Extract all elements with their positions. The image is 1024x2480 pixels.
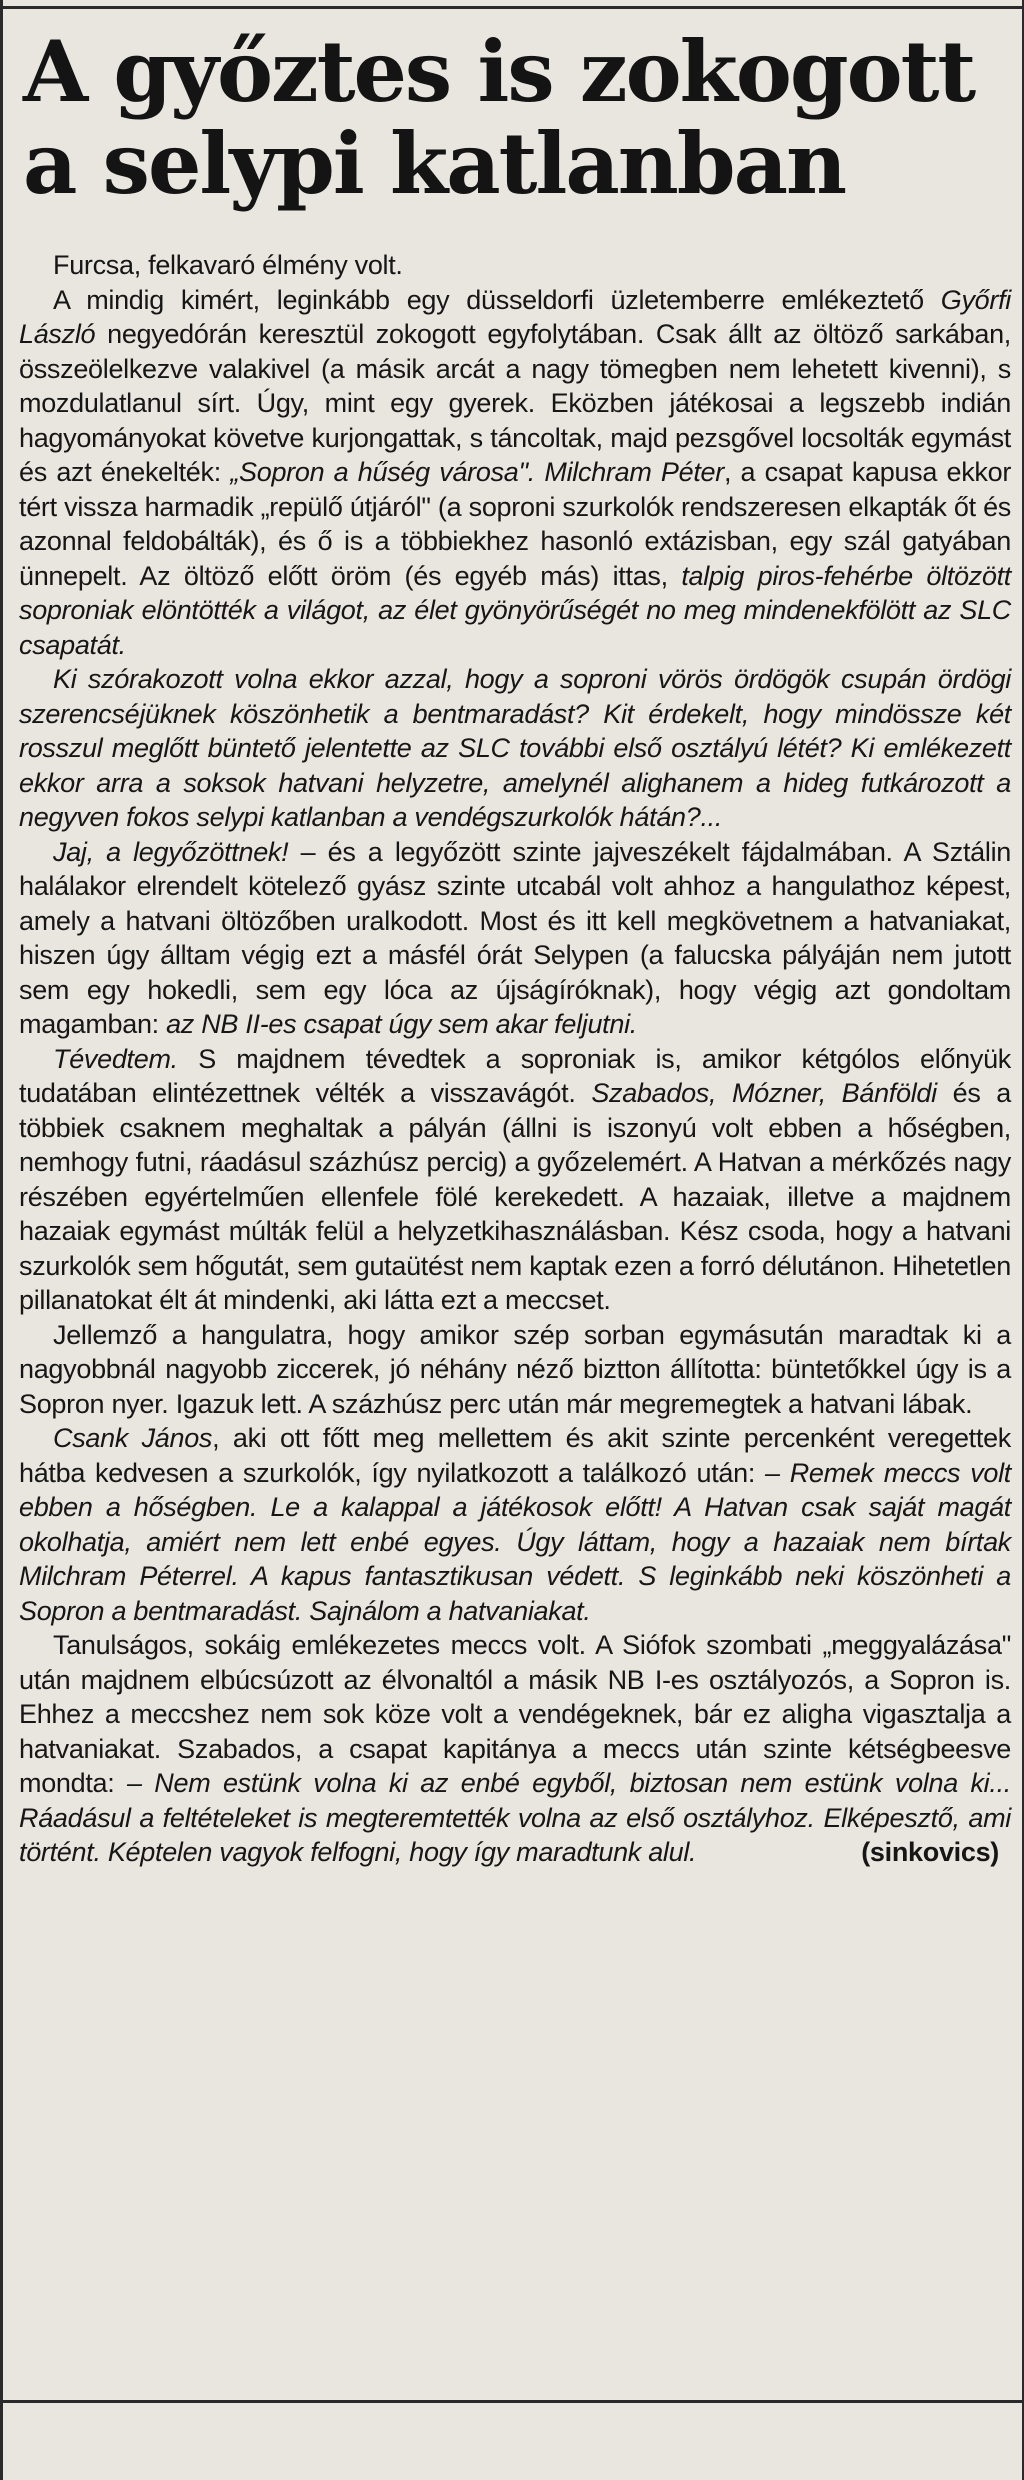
article-paragraph [19,248,1011,283]
italic-run: Jaj, a legyőzöttnek! [53,836,289,867]
italic-run: Csank János [53,1423,213,1453]
article-paragraph [19,1042,1011,1318]
text-run [535,457,544,487]
author-byline: (sinkovics) [861,1837,999,1867]
text-run: negyedórán keresztül zokogott egyfolytában. Csak állt az öltöző sarkában, összeölelkezve valakivel (a másik arcát a nagy tömegben nem lehetett kivenni), s mozdulatlanul sírt. Úgy, mint egy gyerek. Eközben játékosai a legszebb indián hagyományokat követve kurjongattak, s táncoltak, majd pezsgővel locsolták egymást és azt énekelték: [19,319,1011,487]
article-paragraph [19,835,1011,1042]
bottom-rule [3,2400,1024,2403]
text-run: A mindig kimért, leginkább egy düsseldorfi üzletemberre emlékeztető [53,284,941,315]
article-paragraph [19,662,1011,835]
article-headline: A győztes is zokogott a selypi katlanban [23,22,975,213]
italic-run: Győrfi László [19,284,1011,349]
text-run: S majdnem tévedtek a soproniak is, amikor kétgólos előnyük tudatában elintézettnek vélték a visszavágót. [19,1043,1011,1108]
text-run: Tanulságos, sokáig emlékezetes meccs volt. A Siófok szombati „meggyalázása" után majdnem elbúcsúzott az élvonaltól a másik NB I-es osztályozós, a Sopron is. Ehhez a meccshez nem sok köze volt a vendégeknek, bár ez aligha vigasztalja a hatvaniakat. Szabados, a csapat kapitánya a meccs után szinte kétségbeesve mondta: [19,1630,1011,1798]
text-run: – és a legyőzött szinte jajveszékelt fájdalmában. A Sztálin halálakor elrendelt kötelező gyász szinte utcabál volt ahhoz a hangulathoz képest, amely a hatvani öltözőben uralkodott. Most és itt kell megkövetnem a hatvaniakat, hiszen úgy álltam végig ezt a másfél órát Selypen (a falucska pályáján nem jutott sem egy hokedli, sem egy lóca az újságíróknak), hogy végig azt gondoltam magamban: [19,836,1011,1039]
article-paragraph [19,1421,1011,1628]
article-paragraph [19,1628,1011,1870]
text-run: és a többiek csaknem meghaltak a pályán (állni is iszonyú volt ebben a hőségben, nemhogy futni, ráadásul százhúsz percig) a győzelemért. A Hatvan a mérkőzés nagy részében egyértelműen ellenfele fölé kerekedett. A hazaiak, illetve a majdnem hazaiak egymást múlták felül a helyzetkihasználásban. Kész csoda, hogy a hatvani szurkolók sem hőgutát, sem gutaütést nem kaptak ezen a forró délutánon. Hihetetlen pillanatokat élt át mindenki, aki látta ezt a meccset. [19,1078,1011,1315]
text-run: , aki ott főtt meg mellettem és akit szinte percenként veregettek hátba kedvesen a szurkolók, így nyilatkozott a találkozó után: [19,1423,1012,1488]
italic-run: – Remek meccs volt ebben a hőségben. Le a kalappal a játékosok előtt! A Hatvan csak saját magát okolhatja, amiért nem lett enbé egyes. Úgy láttam, hogy a hazaiak nem bírtak Milchram Péterrel. A kapus fantasztikusan védett. S leginkább neki köszönheti a Sopron a bentmaradást. Sajnálom a hatvaniakat. [19,1457,1012,1626]
article-paragraph [19,283,1011,663]
italic-run: „Sopron a hűség városa". [230,457,535,487]
top-rule [3,6,1024,9]
article-paragraph [19,1318,1011,1422]
italic-run: talpig piros-fehérbe öltözött soproniak elöntötték a világot, az élet gyönyörűségét no meg mindenekfölött az SLC csapatát. [19,560,1011,660]
italic-run: – Nem estünk volna ki az enbé egyből, biztosan nem estünk volna ki... Ráadásul a feltételeket is megteremtették volna az első osztályhoz. Elképesztő, ami történt. Képtelen vagyok felfogni, hogy így maradtunk alul. [19,1768,1011,1867]
italic-run: Tévedtem. [53,1043,178,1074]
italic-run: Szabados, Mózner, Bánföldi [591,1078,937,1108]
text-run: Jellemző a hangulatra, hogy amikor szép sorban egymásután maradtak ki a nagyobbnál nagyobb ziccerek, jó néhány néző biztton állította: büntetőkkel úgy is a Sopron nyer. Igazuk lett. A százhúsz perc után már megremegtek a hatvani lábak. [19,1319,1011,1419]
text-run: Furcsa, felkavaró élmény volt. [53,250,403,280]
italic-run: az NB II-es csapat úgy sem akar feljutni. [166,1009,637,1039]
article-body [19,248,1011,1870]
italic-run: Milchram Péter [544,457,724,487]
italic-run: Ki szórakozott volna ekkor azzal, hogy a soproni vörös ördögök csupán ördögi szerencséjüknek köszönhetik a bentmaradást? Kit érdekelt, hogy mindössze két rosszul meglőtt büntető jelentette az SLC további első osztályú létét? Ki emlékezett ekkor arra a soksok hatvani helyzetre, amelynél alighanem a hideg futkározott a negyven fokos selypi katlanban a vendégszurkolók hátán?... [19,664,1011,832]
text-run: , a csapat kapusa ekkor tért vissza harmadik „repülő útjáról" (a soproni szurkolók rendszeresen elkapták őt és azonnal feldobálták), és ő is a többiekhez hasonló extázisban, egy szál gatyában ünnepelt. Az öltöző előtt öröm (és egyéb más) ittas, [19,457,1012,591]
